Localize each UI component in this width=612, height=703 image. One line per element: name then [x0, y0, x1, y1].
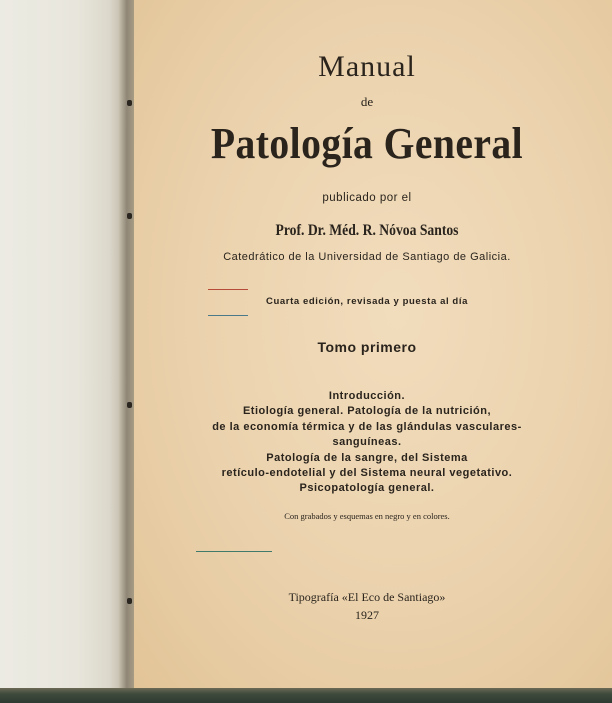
author-name: Prof. Dr. Méd. R. Nóvoa Santos	[275, 222, 459, 239]
binding-stitch	[127, 100, 132, 106]
divider-rule	[208, 289, 248, 290]
contents-line: Etiología general. Patología de la nutrición,	[242, 405, 492, 418]
contents-line: Psicopatología general.	[299, 482, 435, 495]
contents-line: Patología de la sangre, del Sistema	[266, 451, 468, 464]
binding-stitch	[127, 598, 132, 604]
series-title: Manual	[318, 50, 416, 83]
cover-edge	[0, 688, 612, 703]
contents-line: retículo-endotelial y del Sistema neural vegetativo.	[221, 467, 513, 480]
illustrations-note: Con grabados y esquemas en negro y en colores.	[284, 511, 450, 521]
contents-line: Introducción.	[328, 390, 406, 402]
binding-stitch	[127, 402, 132, 408]
publication-year: 1927	[355, 608, 379, 622]
contents-list	[134, 389, 600, 497]
divider-rule	[208, 315, 248, 316]
left-blank-page	[0, 0, 128, 690]
binding-stitch	[127, 213, 132, 219]
main-title: Patología General	[210, 119, 524, 168]
volume-label: Tomo primero	[317, 339, 417, 355]
divider-rule	[196, 551, 272, 552]
contents-line: sanguíneas.	[332, 436, 402, 449]
edition-note: Cuarta edición, revisada y puesta al día	[266, 296, 468, 307]
title-connector: de	[360, 94, 374, 109]
contents-line: de la economía térmica y de las glándulas vasculares-	[212, 420, 522, 433]
author-affiliation: Catedrático de la Universidad de Santiago de Galicia.	[223, 251, 511, 263]
publication-note: publicado por el	[322, 192, 412, 204]
printer-imprint: Tipografía «El Eco de Santiago»	[288, 590, 446, 604]
